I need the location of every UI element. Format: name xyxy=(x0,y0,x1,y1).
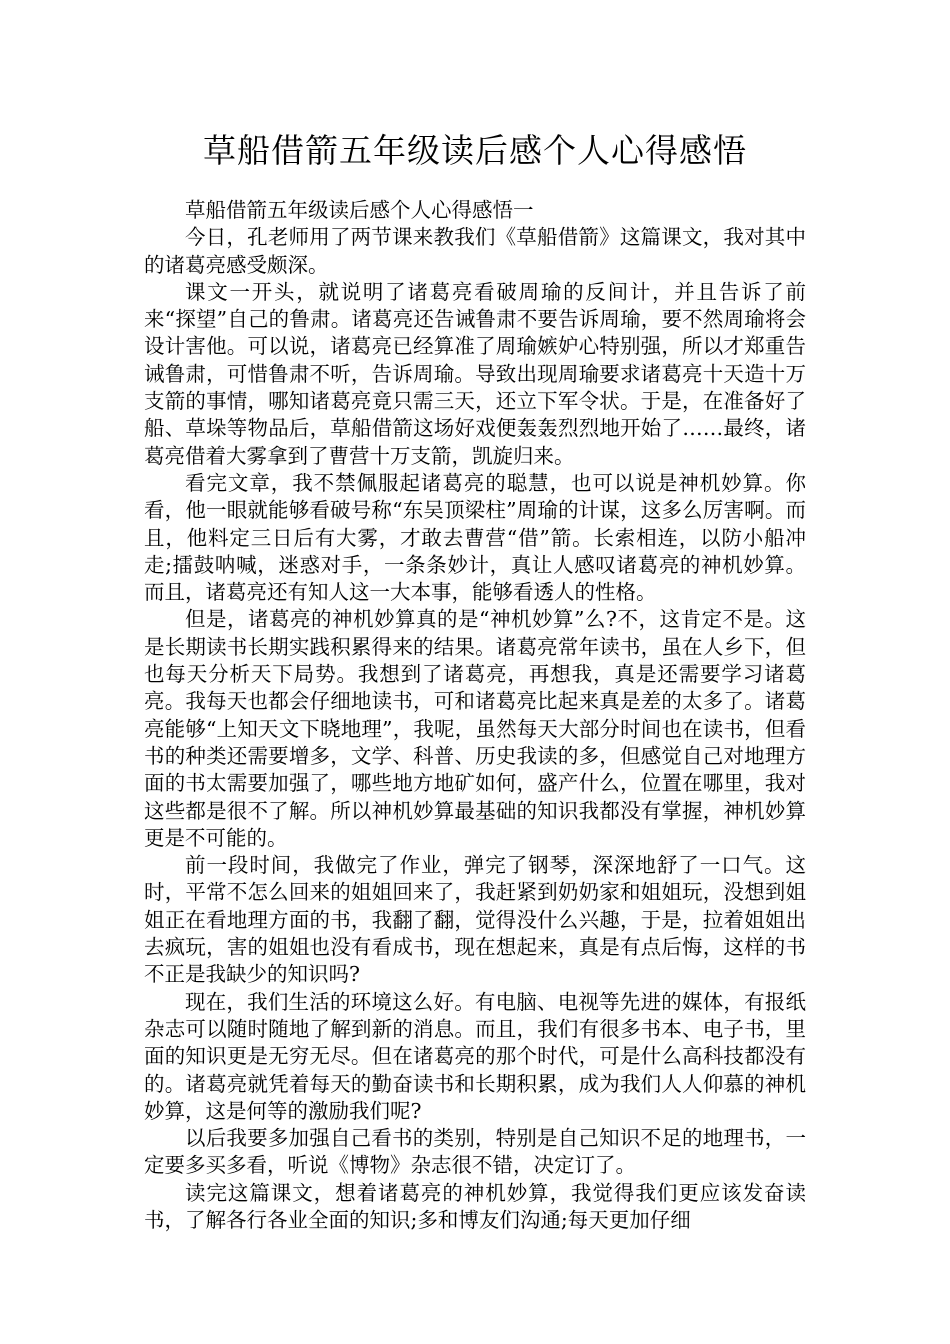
paragraph: 以后我要多加强自己看书的类别，特别是自己知识不足的地理书，一定要多买多看，听说《博物》杂志很不错，决定订了。 xyxy=(144,1126,806,1178)
paragraph: 但是，诸葛亮的神机妙算真的是“神机妙算”么?不，这肯定不是。这是长期读书长期实践积累得来的结果。诸葛亮常年读书，虽在人乡下，但也每天分析天下局势。我想到了诸葛亮，再想我，真是还需要学习诸葛亮。我每天也都会仔细地读书，可和诸葛亮比起来真是差的太多了。诸葛亮能够“上知天文下晓地理”，我呢，虽然每天大部分时间也在读书，但看书的种类还需要增多，文学、科普、历史我读的多，但感觉自己对地理方面的书太需要加强了，哪些地方地矿如何，盛产什么，位置在哪里，我对这些都是很不了解。所以神机妙算最基础的知识我都没有掌握，神机妙算更是不可能的。 xyxy=(144,607,806,850)
paragraph: 读完这篇课文，想着诸葛亮的神机妙算，我觉得我们更应该发奋读书，了解各行各业全面的知识;多和博友们沟通;每天更加仔细 xyxy=(144,1180,806,1232)
paragraph: 今日，孔老师用了两节课来教我们《草船借箭》这篇课文，我对其中的诸葛亮感受颇深。 xyxy=(144,225,806,277)
paragraph: 看完文章，我不禁佩服起诸葛亮的聪慧，也可以说是神机妙算。你看，他一眼就能够看破号称“东吴顶梁柱”周瑜的计谋，这多么厉害啊。而且，他料定三日后有大雾，才敢去曹营“借”箭。长索相连，以防小船冲走;擂鼓呐喊，迷惑对手，一条条妙计，真让人感叹诸葛亮的神机妙算。而且，诸葛亮还有知人这一大本事，能够看透人的性格。 xyxy=(144,470,806,605)
paragraph-subtitle: 草船借箭五年级读后感个人心得感悟一 xyxy=(185,198,534,222)
document-title: 草船借箭五年级读后感个人心得感悟 xyxy=(203,131,747,170)
paragraph: 现在，我们生活的环境这么好。有电脑、电视等先进的媒体，有报纸杂志可以随时随地了解到新的消息。而且，我们有很多书本、电子书，里面的知识更是无穷无尽。但在诸葛亮的那个时代，可是什么高科技都没有的。诸葛亮就凭着每天的勤奋读书和长期积累，成为我们人人仰慕的神机妙算，这是何等的激励我们呢? xyxy=(144,989,806,1123)
paragraph: 课文一开头，就说明了诸葛亮看破周瑜的反间计，并且告诉了前来“探望”自己的鲁肃。诸葛亮还告诫鲁肃不要告诉周瑜，要不然周瑜将会设计害他。可以说，诸葛亮已经算准了周瑜嫉妒心特别强，所以才郑重告诫鲁肃，可惜鲁肃不听，告诉周瑜。导致出现周瑜要求诸葛亮十天造十万支箭的事情，哪知诸葛亮竟只需三天，还立下军令状。于是，在准备好了船、草垛等物品后，草船借箭这场好戏便轰轰烈烈地开始了……最终，诸葛亮借着大雾拿到了曹营十万支箭，凯旋归来。 xyxy=(144,279,806,468)
paragraph: 前一段时间，我做完了作业，弹完了钢琴，深深地舒了一口气。这时，平常不怎么回来的姐姐回来了，我赶紧到奶奶家和姐姐玩，没想到姐姐正在看地理方面的书，我翻了翻，觉得没什么兴趣，于是，拉着姐姐出去疯玩，害的姐姐也没有看成书，现在想起来，真是有点后悔，这样的书不正是我缺少的知识吗? xyxy=(144,853,806,987)
document-body xyxy=(144,197,806,1234)
